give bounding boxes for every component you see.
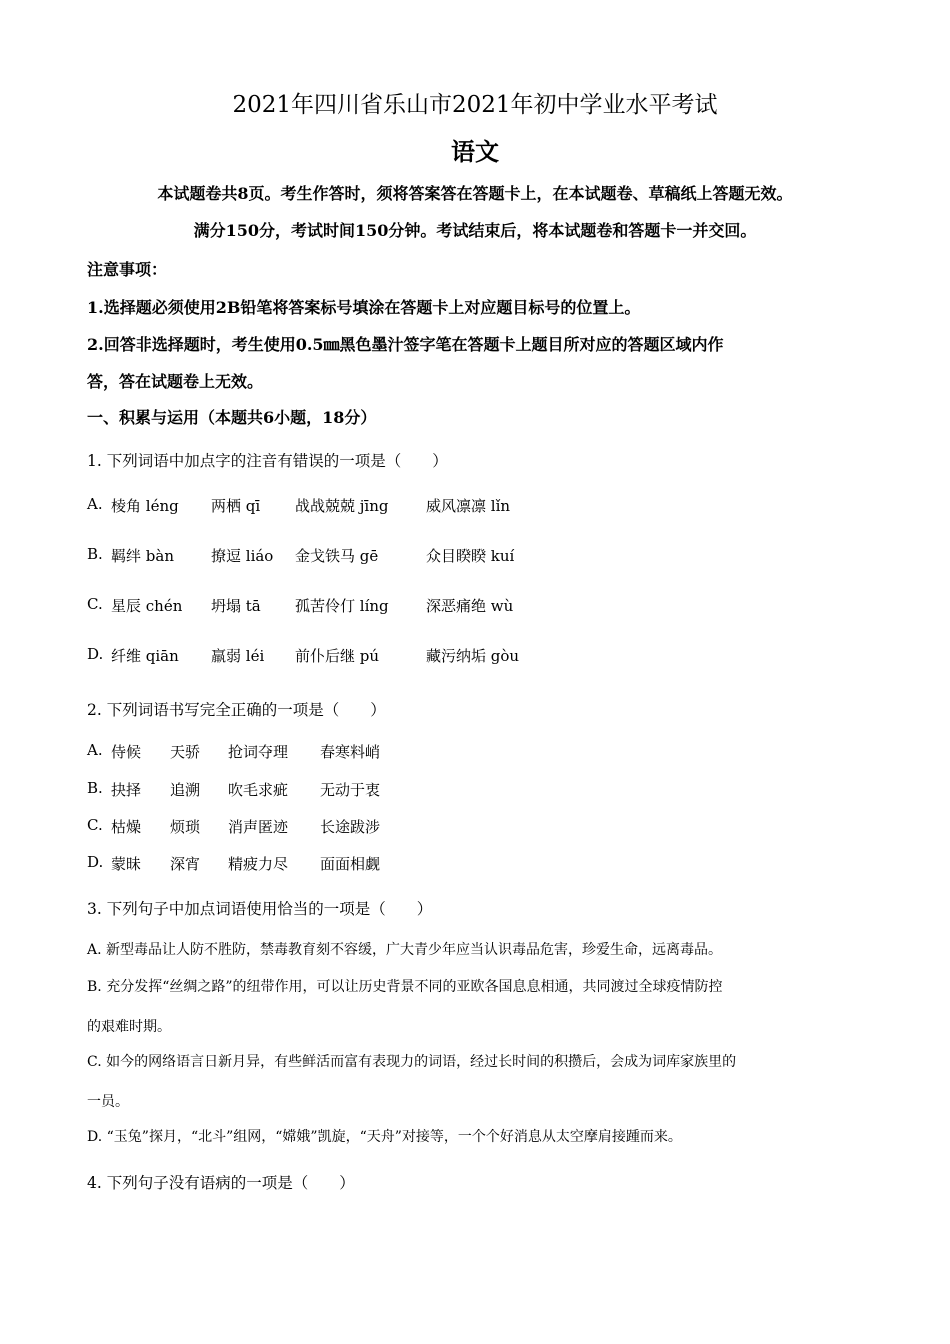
subject-title: 语文 xyxy=(451,137,499,166)
question-2-option-row-4-col-4: 精疲力尽 xyxy=(228,855,289,873)
question-1-option-row-2-col-3: 撩逗 liáo xyxy=(211,547,274,565)
question-3-stem: 3. 下列句子中加点词语使用恰当的一项是（ ） xyxy=(87,900,433,918)
question-1-option-row-3-col-4: 孤苦伶仃 líng xyxy=(295,597,389,615)
question-2-option-row-3-col-5: 长途跋涉 xyxy=(320,818,381,836)
question-1-option-row-3-col-2: 星辰 chén xyxy=(111,597,183,615)
notes-item-2-line-2: 答，答在试题卷上无效。 xyxy=(87,372,264,391)
question-3-option-a: A. 新型毒品让人防不胜防，禁毒教育刻不容缓，广大青少年应当认识毒品危害，珍爱生命，远离毒品。 xyxy=(87,942,723,958)
question-1-option-row-1-col-1: A. xyxy=(87,495,103,513)
question-1-option-row-4-col-4: 前仆后继 pú xyxy=(295,647,380,665)
question-1-option-row-4-col-3: 羸弱 léi xyxy=(211,647,265,665)
question-2-option-row-1-col-3: 天骄 xyxy=(170,743,201,761)
question-1-option-row-4-col-5: 藏污纳垢 gòu xyxy=(426,647,520,665)
question-1-option-row-3-col-5: 深恶痛绝 wù xyxy=(426,597,514,615)
question-1-option-row-2-col-1: B. xyxy=(87,545,103,563)
question-1-option-row-2-col-4: 金戈铁马 gē xyxy=(295,547,379,565)
question-3-option-c-line-2: 一员。 xyxy=(87,1094,129,1110)
question-2-option-row-1-col-4: 抢词夺理 xyxy=(228,743,289,761)
question-2-option-row-3-col-3: 烦琐 xyxy=(170,818,201,836)
question-1-option-row-2-col-5: 众目睽睽 kuí xyxy=(426,547,515,565)
question-2-option-row-1-col-5: 春寒料峭 xyxy=(320,743,381,761)
instruction-line-2: 满分150分，考试时间150分钟。考试结束后，将本试题卷和答题卡一并交回。 xyxy=(193,221,757,240)
question-2-option-row-4-col-2: 蒙昧 xyxy=(111,855,142,873)
section-1-heading: 一、积累与运用（本题共6小题，18分） xyxy=(87,408,377,427)
question-3-option-b-line-2: 的艰难时期。 xyxy=(87,1019,171,1035)
notes-item-2-line-1: 2.回答非选择题时，考生使用0.5㎜黑色墨汁签字笔在答题卡上题目所对应的答题区域内作 xyxy=(87,335,724,354)
question-1-option-row-3-col-3: 坍塌 tā xyxy=(211,597,261,615)
question-1-option-row-2-col-2: 羁绊 bàn xyxy=(111,547,174,565)
question-2-option-row-2-col-4: 吹毛求疵 xyxy=(228,781,289,799)
question-1-stem: 1. 下列词语中加点字的注音有错误的一项是（ ） xyxy=(87,452,448,470)
question-2-stem: 2. 下列词语书写完全正确的一项是（ ） xyxy=(87,701,386,719)
exam-title: 2021年四川省乐山市2021年初中学业水平考试 xyxy=(232,92,718,118)
question-2-option-row-3-col-1: C. xyxy=(87,816,103,834)
question-3-option-b-line-1: B. 充分发挥“丝绸之路”的纽带作用，可以让历史背景不同的亚欧各国息息相通，共同渡过全球疫情防控 xyxy=(87,979,723,995)
question-2-option-row-2-col-5: 无动于衷 xyxy=(320,781,381,799)
question-3-option-c-line-1: C. 如今的网络语言日新月异，有些鲜活而富有表现力的词语，经过长时间的积攒后，会成为词库家族里的 xyxy=(87,1054,737,1070)
question-1-option-row-1-col-4: 战战兢兢 jīng xyxy=(295,497,389,515)
question-2-option-row-3-col-2: 枯燥 xyxy=(111,818,142,836)
notes-heading: 注意事项： xyxy=(87,260,168,279)
instruction-line-1: 本试题卷共8页。考生作答时，须将答案答在答题卡上，在本试题卷、草稿纸上答题无效。 xyxy=(157,184,793,203)
question-1-option-row-4-col-1: D. xyxy=(87,645,104,663)
question-1-option-row-1-col-2: 棱角 léng xyxy=(111,497,179,515)
question-2-option-row-2-col-1: B. xyxy=(87,779,103,797)
question-2-option-row-4-col-5: 面面相觑 xyxy=(320,855,381,873)
question-2-option-row-3-col-4: 消声匿迹 xyxy=(228,818,289,836)
question-2-option-row-4-col-1: D. xyxy=(87,853,104,871)
question-2-option-row-1-col-1: A. xyxy=(87,741,103,759)
question-2-option-row-2-col-3: 追溯 xyxy=(170,781,201,799)
question-4-stem: 4. 下列句子没有语病的一项是（ ） xyxy=(87,1174,355,1192)
question-1-option-row-1-col-3: 两栖 qī xyxy=(211,497,261,515)
notes-item-1: 1.选择题必须使用2B铅笔将答案标号填涂在答题卡上对应题目标号的位置上。 xyxy=(87,298,641,317)
question-3-option-d: D. “玉兔”探月，“北斗”组网，“嫦娥”凯旋，“天舟”对接等，一个个好消息从太空摩肩接踵而来。 xyxy=(87,1129,682,1145)
question-1-option-row-1-col-5: 威风凛凛 lǐn xyxy=(426,497,511,515)
question-2-option-row-1-col-2: 侍候 xyxy=(111,743,142,761)
question-1-option-row-4-col-2: 纤维 qiān xyxy=(111,647,179,665)
question-2-option-row-4-col-3: 深宵 xyxy=(170,855,201,873)
question-1-option-row-3-col-1: C. xyxy=(87,595,103,613)
question-2-option-row-2-col-2: 抉择 xyxy=(111,781,142,799)
